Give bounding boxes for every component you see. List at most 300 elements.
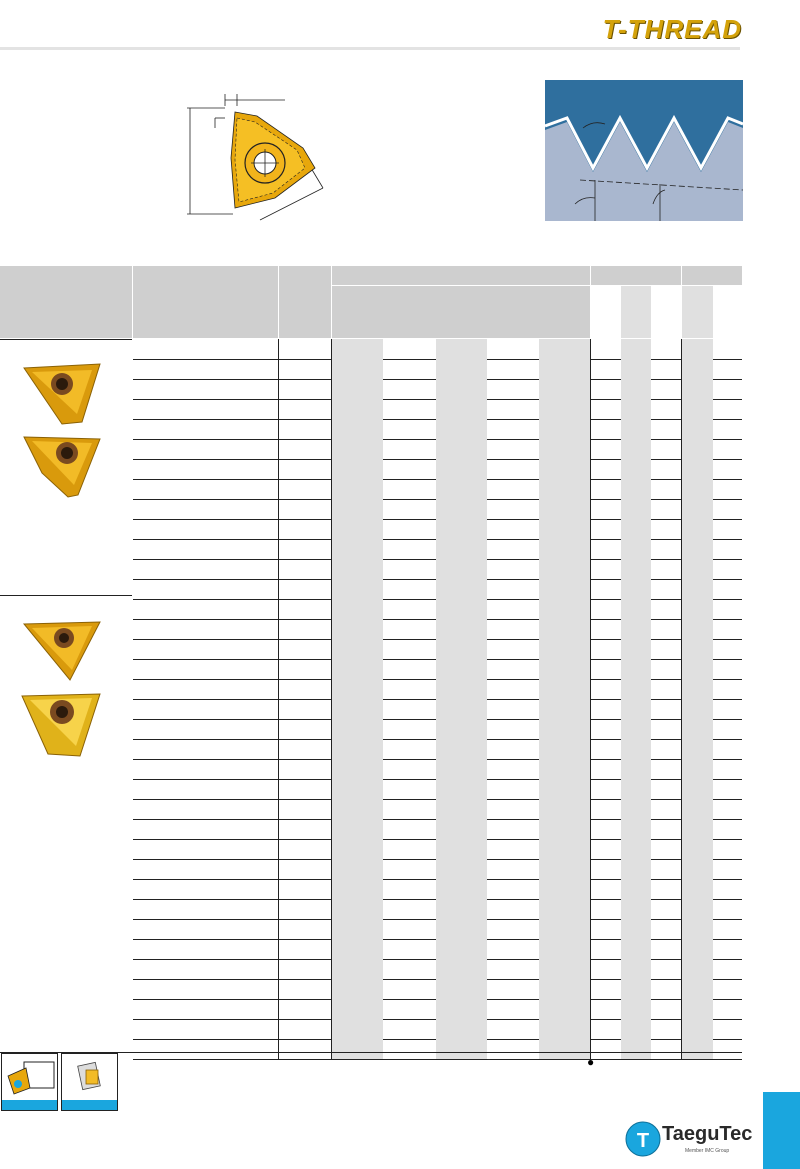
column-separator (331, 419, 332, 439)
column-separator (278, 499, 279, 519)
table-cell-stripe (621, 559, 651, 579)
table-cell-stripe (621, 839, 651, 859)
table-cell-stripe (682, 999, 713, 1019)
column-separator (681, 919, 682, 939)
table-row (133, 479, 742, 500)
table-cell-stripe (436, 819, 487, 839)
brand-title: T-THREAD (602, 14, 742, 44)
table-cell-stripe (621, 579, 651, 599)
table-row (133, 499, 742, 520)
table-cell-stripe (621, 959, 651, 979)
company-name: TaeguTec (662, 1123, 753, 1145)
column-separator (681, 879, 682, 899)
table-row (133, 819, 742, 840)
table-cell-stripe (332, 859, 383, 879)
table-cell-stripe (682, 639, 713, 659)
column-separator (331, 439, 332, 459)
table-cell-stripe (436, 339, 487, 359)
column-separator (681, 899, 682, 919)
table-cell-stripe (436, 999, 487, 1019)
table-row (133, 519, 742, 540)
column-separator (681, 579, 682, 599)
table-cell-stripe (539, 899, 590, 919)
column-separator (331, 659, 332, 679)
table-cell-stripe (332, 759, 383, 779)
table-cell-stripe (539, 919, 590, 939)
table-cell-stripe (621, 999, 651, 1019)
table-row (133, 759, 742, 780)
table-cell-stripe (539, 619, 590, 639)
column-separator (681, 599, 682, 619)
column-separator (590, 419, 591, 439)
column-separator (681, 799, 682, 819)
column-separator (681, 959, 682, 979)
table-cell-stripe (621, 459, 651, 479)
table-cell-stripe (436, 1019, 487, 1039)
column-separator (278, 459, 279, 479)
table-cell-stripe (682, 1019, 713, 1039)
table-cell-stripe (539, 979, 590, 999)
table-row (133, 899, 742, 920)
column-separator (331, 499, 332, 519)
table-row (133, 559, 742, 580)
header-cell-dimensions-sub (332, 286, 591, 338)
table-cell-stripe (436, 619, 487, 639)
table-cell-stripe (539, 559, 590, 579)
column-separator (278, 439, 279, 459)
column-separator (331, 679, 332, 699)
thread-profile-icon (545, 80, 743, 221)
table-cell-stripe (621, 359, 651, 379)
table-cell-stripe (539, 439, 590, 459)
table-cell-stripe (436, 499, 487, 519)
table-cell-stripe (682, 599, 713, 619)
table-row (133, 699, 742, 720)
column-separator (590, 359, 591, 379)
table-cell-stripe (539, 699, 590, 719)
column-separator (590, 639, 591, 659)
table-cell-stripe (621, 919, 651, 939)
table-cell-stripe (539, 499, 590, 519)
table-cell-stripe (436, 439, 487, 459)
column-separator (331, 719, 332, 739)
table-cell-stripe (621, 539, 651, 559)
table-cell-stripe (621, 859, 651, 879)
table-cell-stripe (682, 459, 713, 479)
column-separator (590, 919, 591, 939)
table-row (133, 999, 742, 1020)
table-row (133, 379, 742, 400)
column-separator (590, 899, 591, 919)
table-cell-stripe (332, 519, 383, 539)
company-subtitle: Member IMC Group (685, 1148, 730, 1154)
header-cell-dimensions (332, 266, 591, 285)
column-separator (590, 799, 591, 819)
table-cell-stripe (332, 379, 383, 399)
column-separator (278, 839, 279, 859)
table-cell-stripe (436, 1039, 487, 1059)
table-cell-stripe (332, 619, 383, 639)
table-cell-stripe (539, 659, 590, 679)
toolholder-icon[interactable] (1, 1053, 58, 1111)
table-cell-stripe (539, 399, 590, 419)
table-cell-stripe (621, 719, 651, 739)
column-separator (331, 399, 332, 419)
column-separator (278, 399, 279, 419)
header-cell-grade-a (591, 266, 682, 285)
table-cell-stripe (332, 819, 383, 839)
table-cell-stripe (539, 819, 590, 839)
table-row (133, 919, 742, 940)
column-separator (278, 879, 279, 899)
table-cell-stripe (539, 959, 590, 979)
insert-diagram-icon (185, 88, 335, 223)
table-cell-stripe (332, 979, 383, 999)
column-separator (331, 839, 332, 859)
column-separator (331, 859, 332, 879)
table-cell-stripe (436, 939, 487, 959)
table-cell-stripe (682, 659, 713, 679)
table-cell-stripe (682, 799, 713, 819)
column-separator (278, 539, 279, 559)
table-cell-stripe (621, 379, 651, 399)
table-cell-stripe (682, 819, 713, 839)
table-row (133, 1019, 742, 1040)
table-row (133, 579, 742, 600)
column-separator (590, 939, 591, 959)
column-separator (331, 899, 332, 919)
table-cell-stripe (436, 879, 487, 899)
table-cell-stripe (539, 839, 590, 859)
table-cell-stripe (621, 799, 651, 819)
header-rule (0, 47, 740, 50)
column-separator (278, 579, 279, 599)
table-cell-stripe (539, 859, 590, 879)
table-cell-stripe (682, 419, 713, 439)
table-row (133, 979, 742, 1000)
table-cell-stripe (436, 979, 487, 999)
table-row (133, 399, 742, 420)
taegutec-logo-icon (625, 1117, 753, 1163)
column-separator (331, 699, 332, 719)
table-cell-stripe (621, 679, 651, 699)
column-separator (590, 439, 591, 459)
table-cell-stripe (436, 799, 487, 819)
table-cell-stripe (682, 859, 713, 879)
table-row (133, 839, 742, 860)
table-cell-stripe (621, 419, 651, 439)
table-cell-stripe (332, 719, 383, 739)
insert-photo-icon (22, 618, 102, 683)
column-separator (278, 519, 279, 539)
table-cell-stripe (682, 519, 713, 539)
header-cell-designation (0, 266, 133, 338)
column-separator (331, 579, 332, 599)
column-separator (331, 959, 332, 979)
column-separator (681, 339, 682, 359)
column-separator (331, 759, 332, 779)
table-cell-stripe (621, 639, 651, 659)
table-row (133, 779, 742, 800)
table-cell-stripe (682, 979, 713, 999)
table-cell-stripe (539, 459, 590, 479)
table-cell-stripe (332, 799, 383, 819)
table-row (133, 939, 742, 960)
table-cell-stripe (539, 999, 590, 1019)
table-cell-stripe (621, 899, 651, 919)
column-separator (681, 479, 682, 499)
column-separator (331, 559, 332, 579)
column-separator (278, 799, 279, 819)
table-cell-stripe (682, 359, 713, 379)
table-cell-stripe (332, 919, 383, 939)
column-separator (681, 1039, 682, 1059)
column-separator (331, 619, 332, 639)
table-cell-stripe (682, 539, 713, 559)
column-separator (278, 419, 279, 439)
column-separator (278, 379, 279, 399)
table-cell-stripe (332, 679, 383, 699)
table-cell-stripe (682, 579, 713, 599)
table-cell-stripe (436, 679, 487, 699)
table-cell-stripe (436, 779, 487, 799)
table-cell-stripe (682, 499, 713, 519)
header-cell-code (133, 266, 279, 338)
table-cell-stripe (682, 719, 713, 739)
table-cell-stripe (682, 1039, 713, 1059)
table-cell-stripe (436, 399, 487, 419)
table-row (133, 539, 742, 560)
column-separator (590, 599, 591, 619)
table-cell-stripe (682, 479, 713, 499)
table-cell-stripe (436, 739, 487, 759)
table-row (133, 419, 742, 440)
column-separator (278, 999, 279, 1019)
table-cell-stripe (621, 699, 651, 719)
table-cell-stripe (436, 639, 487, 659)
table-cell-stripe (621, 519, 651, 539)
column-separator (278, 819, 279, 839)
table-cell-stripe (436, 559, 487, 579)
table-cell-stripe (539, 779, 590, 799)
side-tab[interactable] (763, 1092, 800, 1169)
column-separator (681, 1019, 682, 1039)
table-cell-stripe (436, 959, 487, 979)
table-cell-stripe (621, 499, 651, 519)
column-separator (681, 779, 682, 799)
table-row (133, 339, 742, 360)
column-separator (331, 799, 332, 819)
table-cell-stripe (682, 739, 713, 759)
table-cell-stripe (436, 899, 487, 919)
column-separator (590, 779, 591, 799)
column-separator (278, 779, 279, 799)
table-cell-stripe (332, 539, 383, 559)
table-cell-stripe (621, 659, 651, 679)
table-cell-stripe (436, 519, 487, 539)
column-separator (590, 379, 591, 399)
table-row (133, 1039, 742, 1060)
table-cell-stripe (436, 419, 487, 439)
table-cell-stripe (682, 919, 713, 939)
table-row (133, 359, 742, 380)
column-separator (681, 379, 682, 399)
table-cell-stripe (539, 379, 590, 399)
column-separator (331, 519, 332, 539)
table-cell-stripe (539, 1019, 590, 1039)
table-cell-stripe (682, 959, 713, 979)
column-separator (331, 459, 332, 479)
column-separator (681, 639, 682, 659)
table-cell-stripe (539, 1039, 590, 1059)
column-separator (681, 659, 682, 679)
table-cell-stripe (332, 439, 383, 459)
column-separator (278, 1039, 279, 1059)
table-cell-stripe (621, 819, 651, 839)
table-cell-stripe (539, 579, 590, 599)
table-cell-stripe (436, 859, 487, 879)
table-cell-stripe (539, 339, 590, 359)
column-separator (590, 879, 591, 899)
table-row (133, 619, 742, 640)
column-separator (278, 659, 279, 679)
column-separator (278, 699, 279, 719)
column-separator (590, 339, 591, 359)
table-cell-stripe (332, 1039, 383, 1059)
group-1-cell (0, 339, 132, 596)
column-separator (590, 839, 591, 859)
column-separator (681, 739, 682, 759)
column-separator (278, 939, 279, 959)
column-separator (681, 679, 682, 699)
table-cell-stripe (682, 399, 713, 419)
column-separator (278, 679, 279, 699)
column-separator (681, 999, 682, 1019)
table-cell-stripe (682, 839, 713, 859)
column-separator (278, 959, 279, 979)
column-separator (331, 379, 332, 399)
column-separator (681, 979, 682, 999)
column-separator (590, 659, 591, 679)
column-separator (278, 479, 279, 499)
table-cell-stripe (332, 419, 383, 439)
column-separator (331, 879, 332, 899)
column-separator (331, 539, 332, 559)
table-cell-stripe (621, 879, 651, 899)
column-separator (590, 719, 591, 739)
table-cell-stripe (436, 599, 487, 619)
column-separator (590, 479, 591, 499)
column-separator (681, 539, 682, 559)
table-cell-stripe (539, 719, 590, 739)
table-cell-stripe (436, 659, 487, 679)
table-cell-stripe (332, 999, 383, 1019)
column-separator (681, 759, 682, 779)
column-separator (590, 579, 591, 599)
column-separator (681, 719, 682, 739)
column-separator (681, 519, 682, 539)
table-cell-stripe (621, 399, 651, 419)
table-cell-stripe (332, 839, 383, 859)
column-separator (681, 839, 682, 859)
column-separator (331, 819, 332, 839)
column-separator (590, 1019, 591, 1039)
table-cell-stripe (539, 519, 590, 539)
table-cell-stripe (539, 539, 590, 559)
table-cell-stripe (332, 599, 383, 619)
table-cell-stripe (682, 759, 713, 779)
table-cell-stripe (332, 479, 383, 499)
column-separator (278, 639, 279, 659)
table-cell-stripe (621, 739, 651, 759)
column-separator (681, 619, 682, 639)
table-row (133, 679, 742, 700)
column-separator (278, 979, 279, 999)
column-separator (590, 699, 591, 719)
table-cell-stripe (682, 379, 713, 399)
table-cell-stripe (621, 759, 651, 779)
column-separator (590, 519, 591, 539)
table-cell-stripe (436, 699, 487, 719)
table-cell-stripe (332, 399, 383, 419)
table-cell-stripe (682, 879, 713, 899)
column-separator (331, 1039, 332, 1059)
group-2-cell (0, 595, 132, 1053)
table-cell-stripe (539, 879, 590, 899)
table-cell-stripe (332, 639, 383, 659)
table-cell-stripe (621, 779, 651, 799)
column-separator (590, 739, 591, 759)
table-row (133, 859, 742, 880)
column-separator (681, 819, 682, 839)
legend-bullet: ● (587, 1055, 595, 1069)
table-cell-stripe (621, 439, 651, 459)
table-cell-stripe (332, 339, 383, 359)
table-cell-stripe (682, 779, 713, 799)
table-cell-stripe (332, 359, 383, 379)
table-row (133, 439, 742, 460)
table-cell-stripe (436, 459, 487, 479)
table-cell-stripe (332, 779, 383, 799)
column-separator (590, 979, 591, 999)
catalog-icon[interactable] (61, 1053, 118, 1111)
column-separator (278, 759, 279, 779)
table-row (133, 739, 742, 760)
column-separator (681, 359, 682, 379)
table-cell-stripe (682, 619, 713, 639)
table-cell-stripe (621, 619, 651, 639)
column-separator (278, 899, 279, 919)
table-cell-stripe (332, 499, 383, 519)
column-separator (590, 999, 591, 1019)
table-cell-stripe (436, 379, 487, 399)
table-row (133, 599, 742, 620)
column-separator (331, 979, 332, 999)
column-separator (331, 999, 332, 1019)
table-row (133, 879, 742, 900)
column-separator (331, 639, 332, 659)
table-row (133, 719, 742, 740)
table-cell-stripe (539, 939, 590, 959)
table-cell-stripe (539, 739, 590, 759)
table-row (133, 799, 742, 820)
insert-photo-icon (22, 433, 102, 498)
column-separator (681, 459, 682, 479)
table-cell-stripe (436, 919, 487, 939)
column-separator (590, 399, 591, 419)
table-cell-stripe (332, 899, 383, 919)
table-cell-stripe (621, 979, 651, 999)
